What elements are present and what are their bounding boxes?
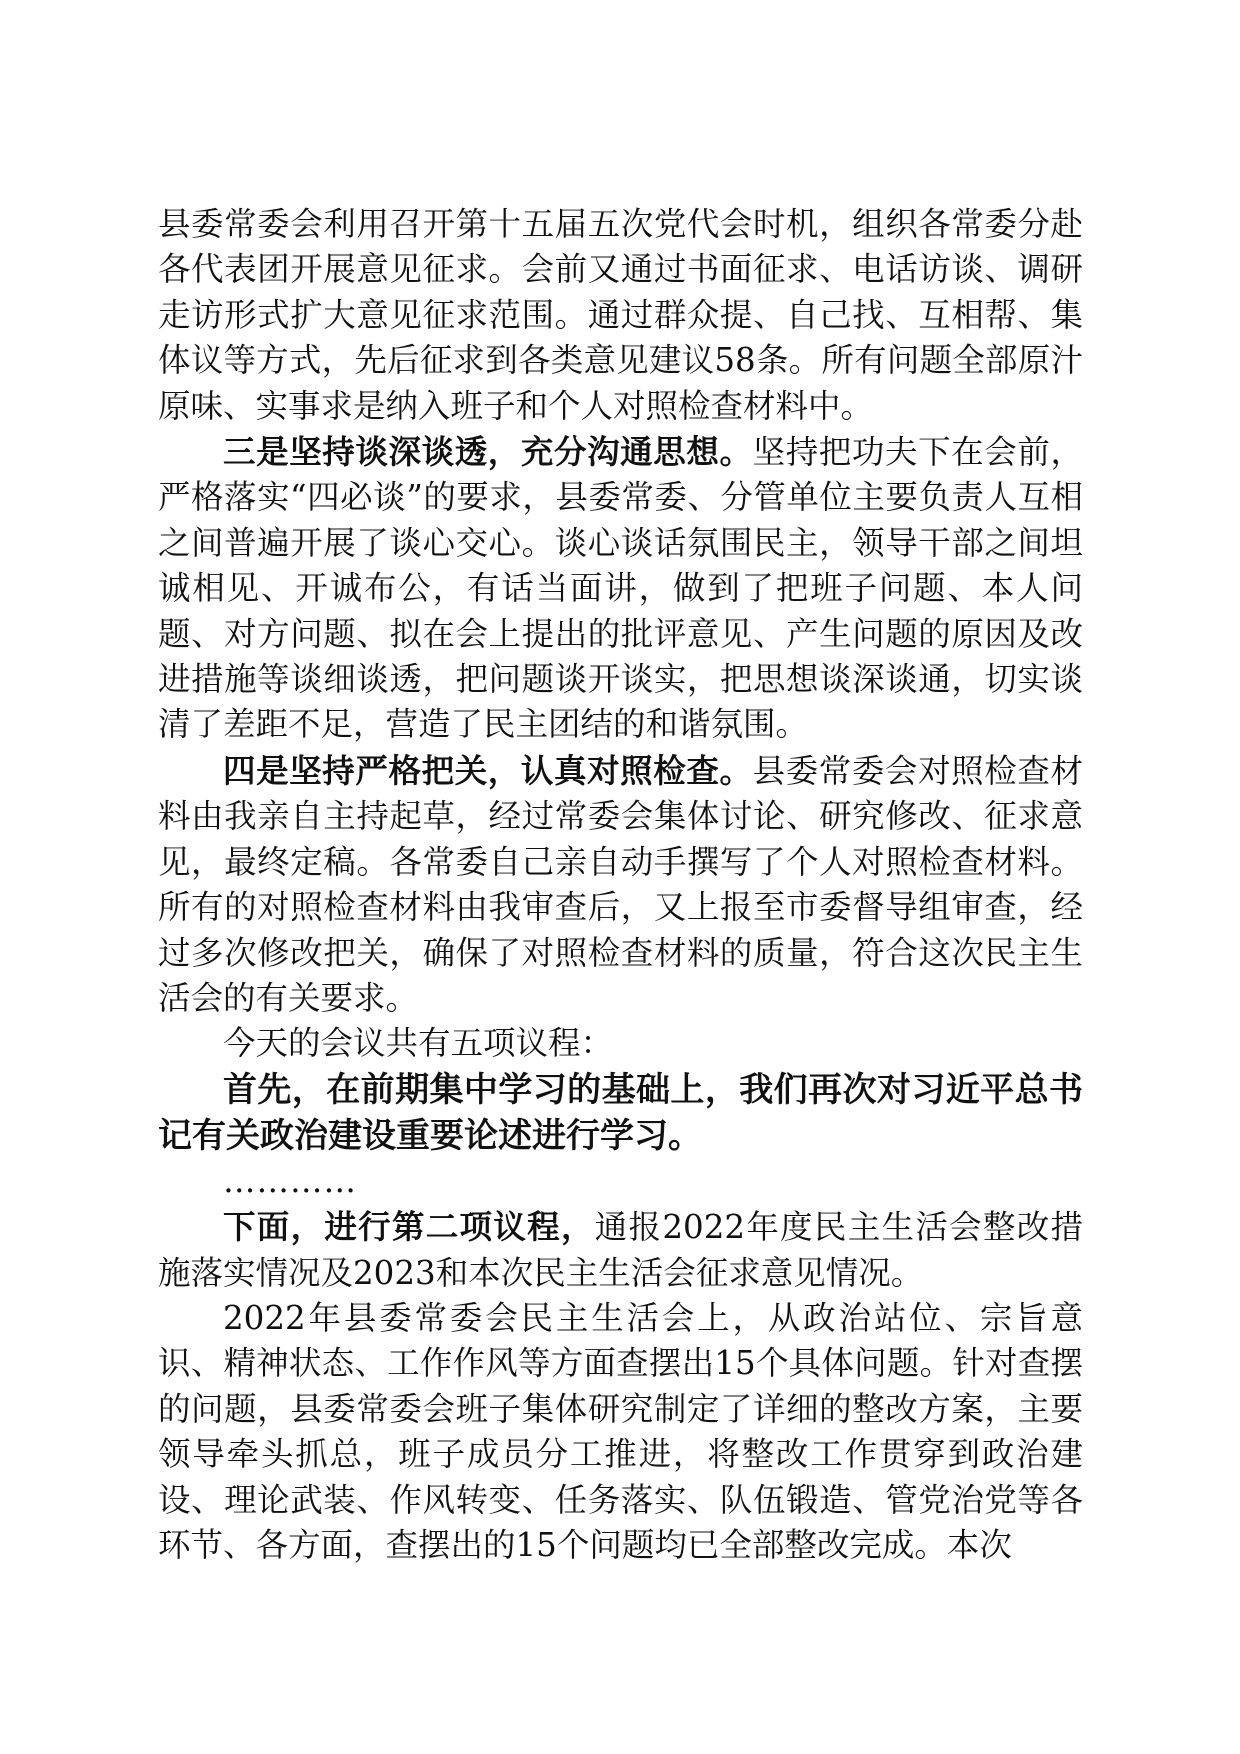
paragraph-body-text: 通报2022年度民主生活会整改措施落实情况及2023和本次民主生活会征求意见情况。 [158, 1208, 1083, 1292]
document-page [158, 202, 1083, 1568]
paragraph-body-text: 坚持把功夫下在会前，严格落实“四必谈”的要求，县委常委、分管单位主要负责人互相之间普遍开展了谈心交心。谈心谈话氛围民主，领导干部之间坦诚相见、开诚布公，有话当面讲，做到了把班子问题、本人问题、对方问题、拟在会上提出的批评意见、产生问题的原因及改进措施等谈细谈透，把问题谈开谈实，把思想谈深谈通，切实谈清了差距不足，营造了民主团结的和谐氛围。 [158, 433, 1083, 744]
paragraph-lead-heading: 下面，进行第二项议程， [223, 1207, 595, 1247]
paragraph-first-agenda-item: 首先，在前期集中学习的基础上，我们再次对习近平总书记有关政治建设重要论述进行学习。 [158, 1069, 1083, 1156]
paragraph-lead-heading: 三是坚持谈深谈透，充分沟通思想。 [223, 432, 753, 472]
paragraph-strict-review [158, 748, 1083, 1021]
paragraph-agenda-intro: 今天的会议共有五项议程： [223, 1024, 614, 1063]
paragraph-lead-heading: 四是坚持严格把关，认真对照检查。 [223, 750, 753, 790]
paragraph-body-text: 县委常委会对照检查材料由我亲自主持起草，经过常委会集体讨论、研究修改、征求意见，最终定稿。各常委自己亲自动手撰写了个人对照检查材料。所有的对照检查材料由我审查后，又上报至市委督导组审查，经过多次修改把关，确保了对照检查材料的质量，符合这次民主生活会的有关要求。 [158, 751, 1083, 1017]
paragraph-second-agenda-item [158, 1204, 1083, 1296]
paragraph-opinion-collection: 县委常委会利用召开第十五届五次党代会时机，组织各常委分赴各代表团开展意见征求。会前又通过书面征求、电话访谈、调研走访形式扩大意见征求范围。通过群众提、自己找、互相帮、集体议等方式，先后征求到各类意见建议58条。所有问题全部原汁原味、实事求是纳入班子和个人对照检查材料中。 [158, 205, 1083, 425]
paragraph-rectification-report: 2022年县委常委会民主生活会上，从政治站位、宗旨意识、精神状态、工作作风等方面查摆出15个具体问题。针对查摆的问题，县委常委会班子集体研究制定了详细的整改方案，主要领导牵头抓总，班子成员分工推进，将整改工作贯穿到政治建设、理论武装、作风转变、任务落实、队伍锻造、管党治党等各环节、各方面，查摆出的15个问题均已全部整改完成。本次 [158, 1298, 1083, 1564]
paragraph-ellipsis: ………… [223, 1161, 357, 1200]
paragraph-heart-to-heart-talks [158, 429, 1083, 748]
